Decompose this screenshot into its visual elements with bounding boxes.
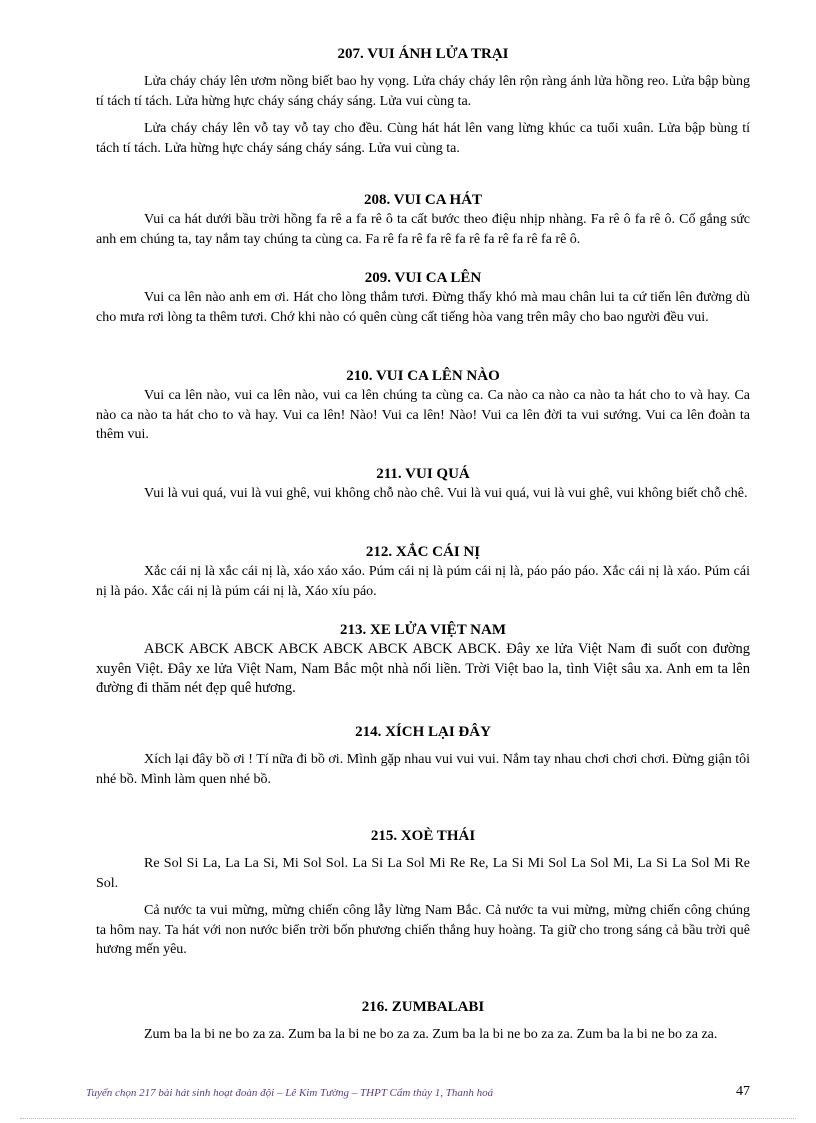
song-lyrics: Re Sol Si La, La La Si, Mi Sol Sol. La Si La Sol Mi Re Re, La Si Mi Sol La Sol Mi, La Si La Sol Mi Re Sol. xyxy=(96,856,750,891)
song-lyrics: Zum ba la bi ne bo za za. Zum ba la bi ne bo za za. Zum ba la bi ne bo za za. Zum ba la bi ne bo za za. xyxy=(144,1027,718,1042)
song-212 xyxy=(96,542,750,601)
song-216 xyxy=(96,997,750,1045)
song-211 xyxy=(96,464,750,504)
song-lyrics: Vui ca lên nào, vui ca lên nào, vui ca lên chúng ta cùng ca. Ca nào ca nào ca nào ta hát cho to và hay. Ca nào ca nào ta hát cho to và hay. Vui ca lên! Nào! Vui ca lên! Nào! Vui ca lên đời ta vui sướng. Vui ca lên đoàn ta thêm vui. xyxy=(96,388,750,442)
song-lyrics: Xích lại đây bồ ơi ! Tí nữa đi bồ ơi. Mình gặp nhau vui vui vui. Nắm tay nhau chơi chơi chơi. Đừng giận tôi nhé bồ. Mình làm quen nhé bồ. xyxy=(96,752,750,787)
song-title: 209. VUI CA LÊN xyxy=(364,270,482,286)
song-210 xyxy=(96,366,750,445)
song-title: 207. VUI ÁNH LỬA TRẠI xyxy=(337,46,509,62)
song-title: 212. XẮC CÁI NỊ xyxy=(365,544,481,560)
song-209 xyxy=(96,268,750,327)
song-lyrics: ABCK ABCK ABCK ABCK ABCK ABCK ABCK ABCK. Đây xe lửa Việt Nam đi suốt con đường xuyên Việt. Đây xe lửa Việt Nam, Nam Bắc một nhà nối liền. Trời Việt bao la, tình Việt sâu xa. Anh em ta lên đường đi thăm nét đẹp quê hương. xyxy=(96,641,750,696)
page-bottom-divider xyxy=(20,1118,796,1119)
song-title: 208. VUI CA HÁT xyxy=(363,192,483,208)
song-lyrics: Xắc cái nị là xắc cái nị là, xáo xáo xáo. Púm cái nị là púm cái nị là, páo páo páo. Xắc cái nị là xáo. Púm cái nị là páo. Xắc cái nị là púm cái nị là, Xáo xíu páo. xyxy=(96,564,750,599)
song-215 xyxy=(96,826,750,960)
song-title: 216. ZUMBALABI xyxy=(361,999,485,1015)
song-title: 213. XE LỬA VIỆT NAM xyxy=(340,622,506,638)
song-title: 215. XOÈ THÁI xyxy=(370,828,476,844)
song-lyrics: Vui ca lên nào anh em ơi. Hát cho lòng thắm tươi. Đừng thấy khó mà mau chân lui ta cứ tiến lên đường dù cho mưa rơi lòng ta thêm tươi. Chớ khi nào có quên cùng cất tiếng hòa vang trên mây cho bao người đều vui. xyxy=(96,290,750,325)
song-lyrics: Vui ca hát dưới bầu trời hồng fa rê a fa rê ô ta cất bước theo điệu nhịp nhàng. Fa rê ô fa rê ô. Cố gắng sức anh em chúng ta, tay nắm tay chúng ta cùng ca. Fa rê fa rê fa rê fa rê fa rê fa rê fa rê ô. xyxy=(96,212,750,247)
page-footer: Tuyển chọn 217 bài hát sinh hoạt đoàn đội – Lê Kim Tường – THPT Cẩm thủy 1, Thanh hoá xyxy=(86,1087,494,1099)
song-214 xyxy=(96,722,750,789)
song-lyrics: Vui là vui quá, vui là vui ghê, vui không chỗ nào chê. Vui là vui quá, vui là vui ghê, vui không biết chỗ chê. xyxy=(144,486,748,501)
song-207 xyxy=(96,44,750,158)
song-lyrics: Lửa cháy cháy lên ươm nồng biết bao hy vọng. Lửa cháy cháy lên rộn ràng ánh lửa hồng reo. Lửa bập bùng tí tách tí tách. Lửa hừng hực cháy sáng cháy sáng. Lửa vui cùng ta. xyxy=(96,74,750,109)
page-number: 47 xyxy=(736,1084,750,1099)
song-title: 214. XÍCH LẠI ĐÂY xyxy=(355,724,491,740)
song-lyrics: Lửa cháy cháy lên vỗ tay vỗ tay cho đều. Cùng hát hát lên vang lừng khúc ca tuổi xuân. Lửa bập bùng tí tách tí tách. Lửa hừng hực cháy sáng cháy sáng. Lửa vui cùng ta. xyxy=(96,121,750,156)
song-lyrics: Cả nước ta vui mừng, mừng chiến công lẫy lừng Nam Bắc. Cả nước ta vui mừng, mừng chiến công chúng ta hôm nay. Ta hát với non nước biển trời bốn phương chiến thắng huy hoàng. Ta giữ cho trong sáng cả bầu trời quê hương mến yêu. xyxy=(96,903,750,957)
song-title: 210. VUI CA LÊN NÀO xyxy=(346,368,500,384)
song-208 xyxy=(96,190,750,249)
song-213 xyxy=(96,620,750,699)
song-title: 211. VUI QUÁ xyxy=(376,466,470,482)
